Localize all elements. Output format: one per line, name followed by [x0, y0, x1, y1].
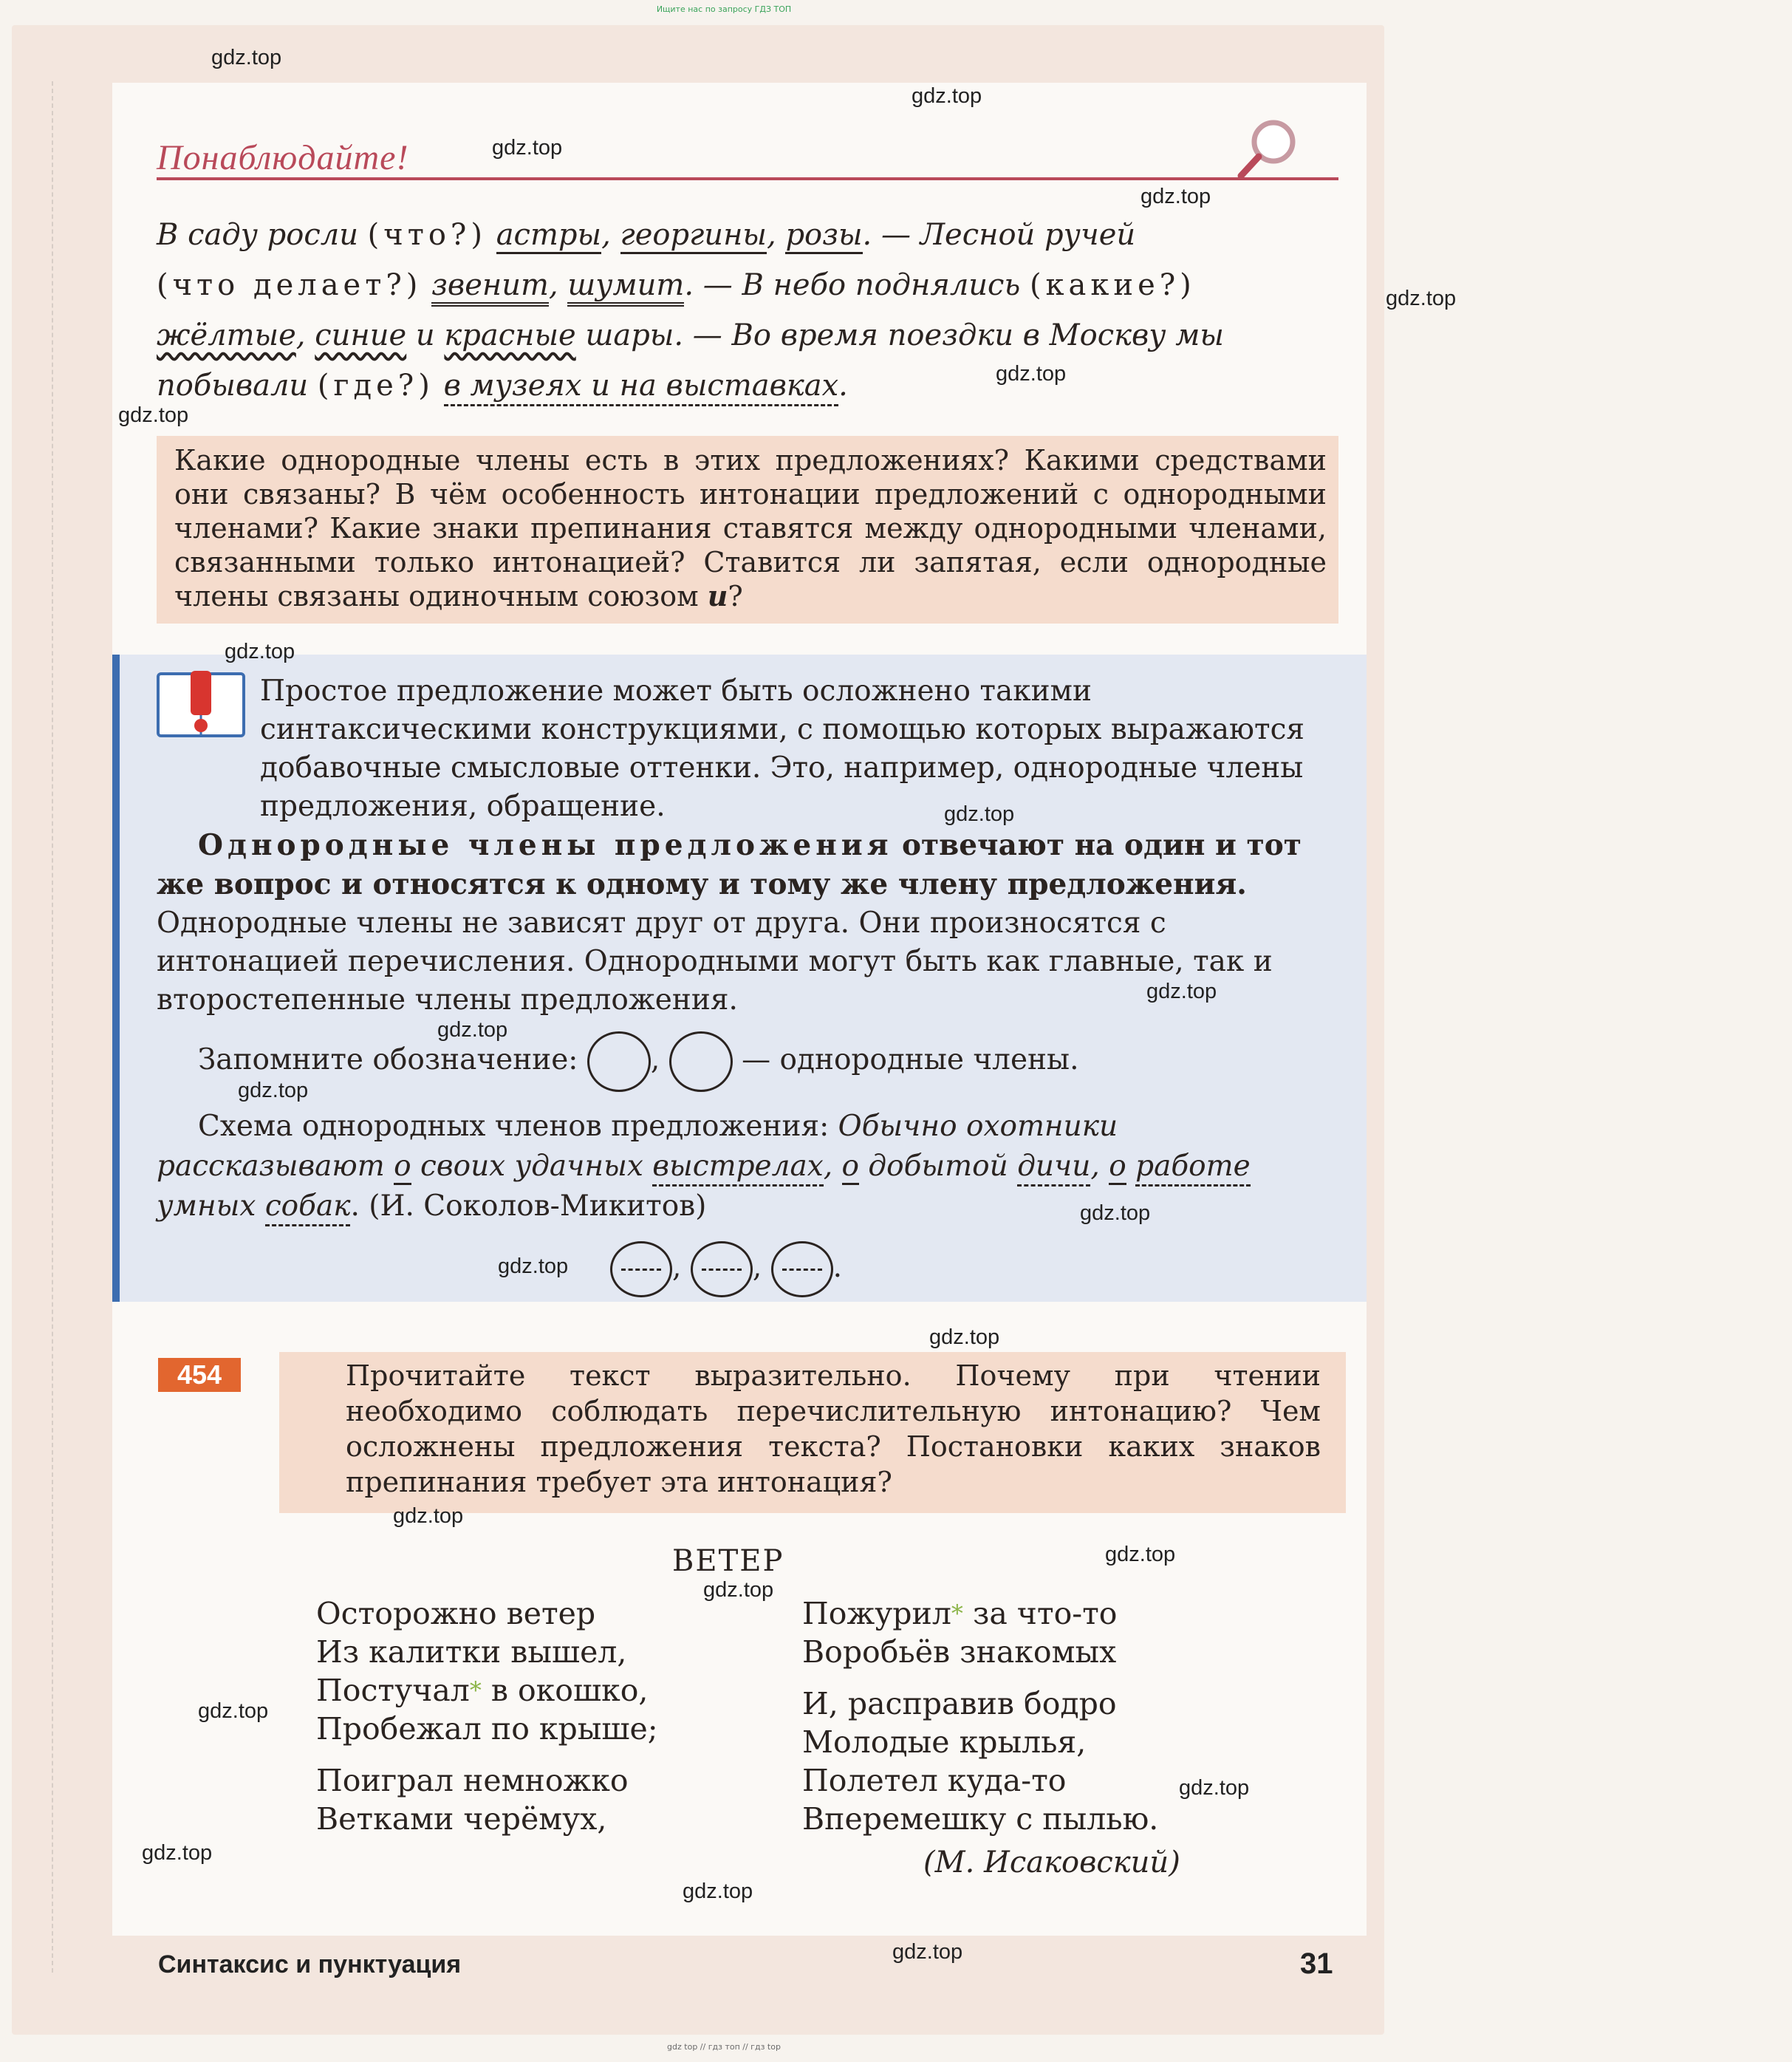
remember-label: Запомните обозначение: — [198, 1043, 578, 1076]
question-body: Какие однородные члены есть в этих предложениях? Какими средствами они связаны? В чём особенность интонации предложений с однородными членами? Какие знаки препинания ставятся между однородными членами, связанными только интонацией? Ставится ли запятая, если однородные члены связаны одиночным союзом — [174, 444, 1327, 612]
watermark: gdz.top — [393, 1504, 464, 1528]
scheme-preposition: о — [394, 1150, 411, 1185]
header-divider — [157, 177, 1338, 180]
attention-book-icon — [157, 669, 245, 737]
homogeneous-circle-symbol — [669, 1031, 733, 1092]
watermark: gdz.top — [996, 362, 1067, 386]
homogeneous-circle-symbol — [587, 1031, 651, 1092]
scheme-diagram-comma: , — [672, 1251, 682, 1284]
poem-line: Молодые крылья, — [802, 1724, 1087, 1760]
scheme-comma: , — [823, 1150, 833, 1183]
watermark: gdz.top — [198, 1699, 269, 1723]
watermark: gdz.top — [944, 802, 1015, 826]
poem-word: Постучал — [316, 1673, 470, 1708]
top-note: Ищите нас по запросу ГДЗ ТОП — [656, 4, 792, 14]
exercise-task-text: Прочитайте текст выразительно. Почему при чтении необходимо соблюдать перечислительную интонацию? Чем осложнены предложения текста? Постановки каких знаков препинания требует эта интонация? — [346, 1359, 1321, 1498]
example-line-4 — [157, 361, 1338, 411]
example-line-2 — [157, 260, 1338, 310]
scheme-word: выстрелах — [652, 1150, 823, 1187]
watermark: gdz.top — [1179, 1776, 1250, 1800]
scheme-text: умных — [157, 1189, 256, 1223]
poem-line — [802, 1594, 1158, 1633]
watermark: gdz.top — [683, 1880, 753, 1903]
example-question: (где?) — [317, 369, 434, 403]
watermark: gdz.top — [437, 1018, 508, 1042]
poem-line: Поиграл немножко — [316, 1763, 629, 1798]
poem-line: Вперемешку с пылью. — [802, 1801, 1159, 1837]
homogeneous-word: шумит — [567, 268, 684, 307]
homogeneous-word: звенит — [431, 268, 549, 307]
scheme-circle — [610, 1241, 672, 1297]
watermark: gdz.top — [225, 640, 295, 663]
example-text: побывали — [157, 369, 309, 403]
homogeneous-word: жёлтые — [157, 318, 296, 352]
rule-accent-bar — [112, 655, 120, 1302]
example-line-1 — [157, 210, 1338, 260]
watermark: gdz.top — [892, 1940, 963, 1964]
observe-title: Понаблюдайте! — [157, 138, 409, 177]
example-text: . — В небо поднялись — [684, 268, 1021, 302]
poem-word: за что-то — [972, 1596, 1118, 1631]
homogeneous-word: розы — [785, 218, 862, 254]
poem-word: в окошко, — [490, 1673, 649, 1708]
poem-right-column — [802, 1594, 1158, 1838]
watermark: gdz.top — [492, 136, 563, 160]
scheme-comma: , — [1090, 1150, 1100, 1183]
scheme-preposition: о — [1109, 1150, 1126, 1185]
rule-term: Однородные члены предложения — [198, 828, 893, 862]
homogeneous-word: красные — [444, 318, 576, 352]
scheme-circle — [771, 1241, 833, 1297]
scheme-word: работе — [1135, 1150, 1251, 1187]
watermark: gdz.top — [929, 1325, 1000, 1349]
poem-word: Пожурил — [802, 1596, 951, 1631]
scheme-word: собак — [265, 1189, 351, 1226]
rule-explanation: Однородные члены не зависят друг от друга. Они произносятся с интонацией перечисления. Однородными могут быть как главные, так и второстепенные члены предложения. — [157, 907, 1273, 1017]
scheme-paragraph — [157, 1107, 1338, 1226]
exercise-number-badge: 454 — [158, 1358, 241, 1392]
scheme-text: Обычно охотники рассказывают — [157, 1110, 1118, 1183]
scheme-circle — [691, 1241, 753, 1297]
example-line-3 — [157, 310, 1338, 361]
example-comma: , — [295, 318, 306, 352]
question-end: ? — [728, 580, 743, 612]
homogeneous-word: в музеях и на выставках — [444, 369, 839, 406]
example-text: . — [838, 369, 848, 403]
poem-line: Ветками черёмух, — [316, 1801, 607, 1837]
watermark: gdz.top — [118, 403, 189, 427]
footnote-star-icon: * — [469, 1676, 482, 1704]
example-question: (что делает?) — [157, 268, 423, 302]
poem-line: Воробьёв знакомых — [802, 1634, 1117, 1670]
observe-header — [157, 137, 1338, 182]
poem-line: Из калитки вышел, — [316, 1634, 627, 1670]
poem-line: Осторожно ветер — [316, 1596, 596, 1631]
scheme-preposition: о — [842, 1150, 859, 1185]
remember-comma: , — [650, 1043, 660, 1076]
poem-title: ВЕТЕР — [672, 1544, 784, 1578]
footnote-star-icon: * — [951, 1600, 963, 1628]
binding-holes — [52, 81, 61, 1973]
watermark: gdz.top — [912, 84, 982, 108]
scheme-text: своих удачных — [420, 1150, 643, 1183]
watermark: gdz.top — [1105, 1543, 1176, 1566]
example-comma: , — [767, 218, 776, 252]
footer-section: Синтаксис и пунктуация — [158, 1950, 462, 1979]
scheme-diagram-comma: , — [752, 1251, 762, 1284]
example-union: и — [415, 318, 435, 352]
remember-line — [198, 1031, 1380, 1092]
watermark: gdz.top — [1386, 287, 1457, 310]
example-text: В саду росли — [157, 218, 358, 252]
example-comma: , — [601, 218, 611, 252]
watermark: gdz.top — [142, 1841, 213, 1865]
bottom-note: gdz top // гдз топ // гдз top — [667, 2042, 781, 2052]
poem-line: Пробежал по крыше; — [316, 1711, 658, 1747]
watermark: gdz.top — [1140, 185, 1211, 208]
poem-line: И, расправив бодро — [802, 1686, 1117, 1721]
rule-definition: отвечают на один и тот же вопрос и относятся к одному и тому же члену предложения. — [157, 828, 1302, 901]
example-comma: , — [548, 268, 558, 302]
homogeneous-word: астры — [496, 218, 601, 254]
watermark: gdz.top — [1146, 980, 1217, 1003]
watermark: gdz.top — [211, 46, 282, 69]
scheme-label: Схема однородных членов предложения: — [198, 1110, 830, 1143]
page-number: 31 — [1300, 1947, 1333, 1980]
question-text — [174, 443, 1327, 613]
question-union: и — [707, 579, 728, 612]
watermark: gdz.top — [498, 1254, 569, 1278]
example-text: шары. — Во время поездки в Москву мы — [585, 318, 1224, 352]
watermark: gdz.top — [238, 1079, 309, 1102]
example-text: . — Лесной ручей — [862, 218, 1136, 252]
example-question: (какие?) — [1029, 268, 1196, 302]
remember-end: — однородные члены. — [742, 1043, 1079, 1076]
example-question: (что?) — [367, 218, 487, 252]
homogeneous-word: георгины — [620, 218, 767, 254]
poem-line: Полетел куда-то — [802, 1763, 1067, 1798]
rule-paragraph-1: Простое предложение может быть осложнено такими синтаксическими конструкциями, с помощью которых выражаются добавочные смысловые оттенки. Это, например, однородные члены предложения, обращение. — [260, 675, 1305, 823]
homogeneous-word: синие — [315, 318, 407, 352]
watermark: gdz.top — [1080, 1201, 1151, 1225]
scheme-diagram — [610, 1241, 1792, 1297]
scheme-author: . (И. Соколов-Микитов) — [350, 1189, 707, 1223]
scheme-text: добытой — [868, 1150, 1008, 1183]
poem-line — [316, 1671, 658, 1710]
poem-author: (М. Исаковский) — [923, 1846, 1180, 1880]
watermark: gdz.top — [703, 1578, 774, 1602]
poem-left-column — [316, 1594, 658, 1838]
scheme-diagram-end: . — [832, 1251, 843, 1284]
magnifier-icon — [1235, 115, 1302, 182]
scheme-word: дичи — [1017, 1150, 1090, 1187]
